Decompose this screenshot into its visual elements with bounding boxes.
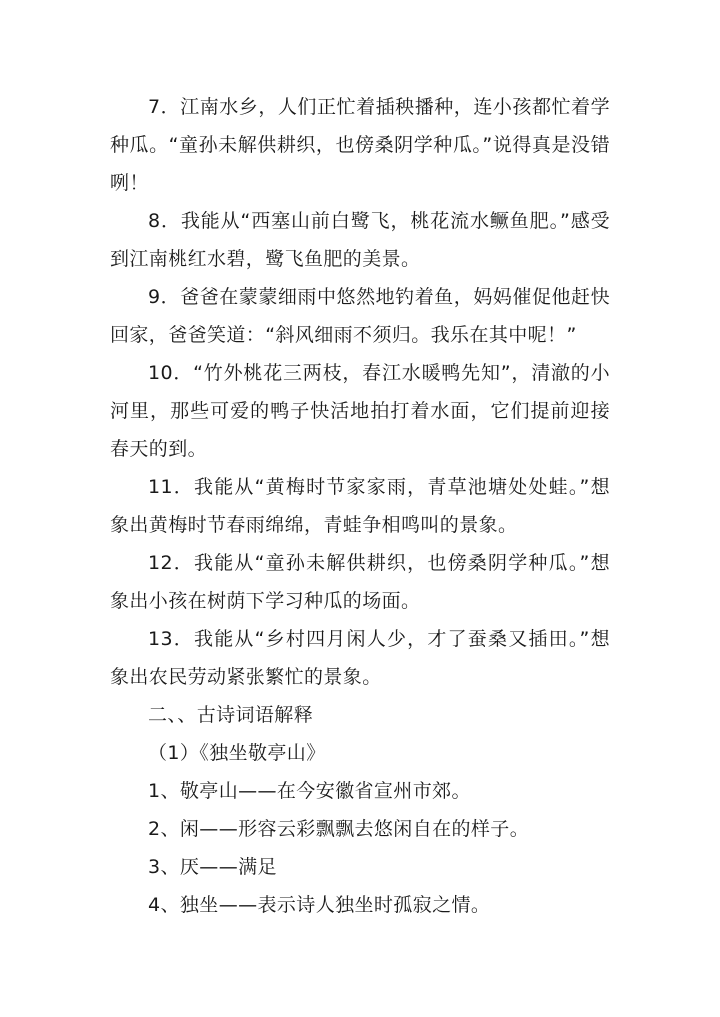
document-body bbox=[110, 88, 610, 924]
section-heading: 二、、古诗词语解释 bbox=[148, 704, 314, 726]
definition-item: 2、闲——形容云彩飘飘去悠闲自在的样子。 bbox=[148, 818, 530, 840]
paragraph-7: 7．江南水乡，人们正忙着插秧播种，连小孩都忙着学种瓜。“童孙未解供耕织，也傍桑阴学种瓜。”说得真是没错咧！ bbox=[110, 96, 610, 194]
definition-item: 3、厌——满足 bbox=[148, 856, 277, 878]
paragraph-9: 9．爸爸在蒙蒙细雨中悠然地钓着鱼，妈妈催促他赶快回家，爸爸笑道：“斜风细雨不须归。我乐在其中呢！” bbox=[110, 286, 610, 346]
paragraph-12: 12．我能从“童孙未解供耕织，也傍桑阴学种瓜。”想象出小孩在树荫下学习种瓜的场面。 bbox=[110, 552, 610, 612]
paragraph-13: 13．我能从“乡村四月闲人少，才了蚕桑又插田。”想象出农民劳动紧张繁忙的景象。 bbox=[110, 628, 610, 688]
poem-title: （1）《独坐敬亭山》 bbox=[148, 742, 326, 764]
paragraph-8: 8．我能从“西塞山前白鹭飞，桃花流水鳜鱼肥。”感受到江南桃红水碧，鹭飞鱼肥的美景。 bbox=[110, 210, 610, 270]
definition-item: 4、独坐——表示诗人独坐时孤寂之情。 bbox=[148, 894, 491, 916]
definition-item: 1、敬亭山——在今安徽省宣州市郊。 bbox=[148, 780, 471, 802]
paragraph-11: 11．我能从“黄梅时节家家雨，青草池塘处处蛙。”想象出黄梅时节春雨绵绵，青蛙争相鸣叫的景象。 bbox=[110, 476, 610, 536]
paragraph-10: 10．“竹外桃花三两枝，春江水暖鸭先知”，清澈的小河里，那些可爱的鸭子快活地拍打着水面，它们提前迎接春天的到。 bbox=[110, 362, 610, 460]
